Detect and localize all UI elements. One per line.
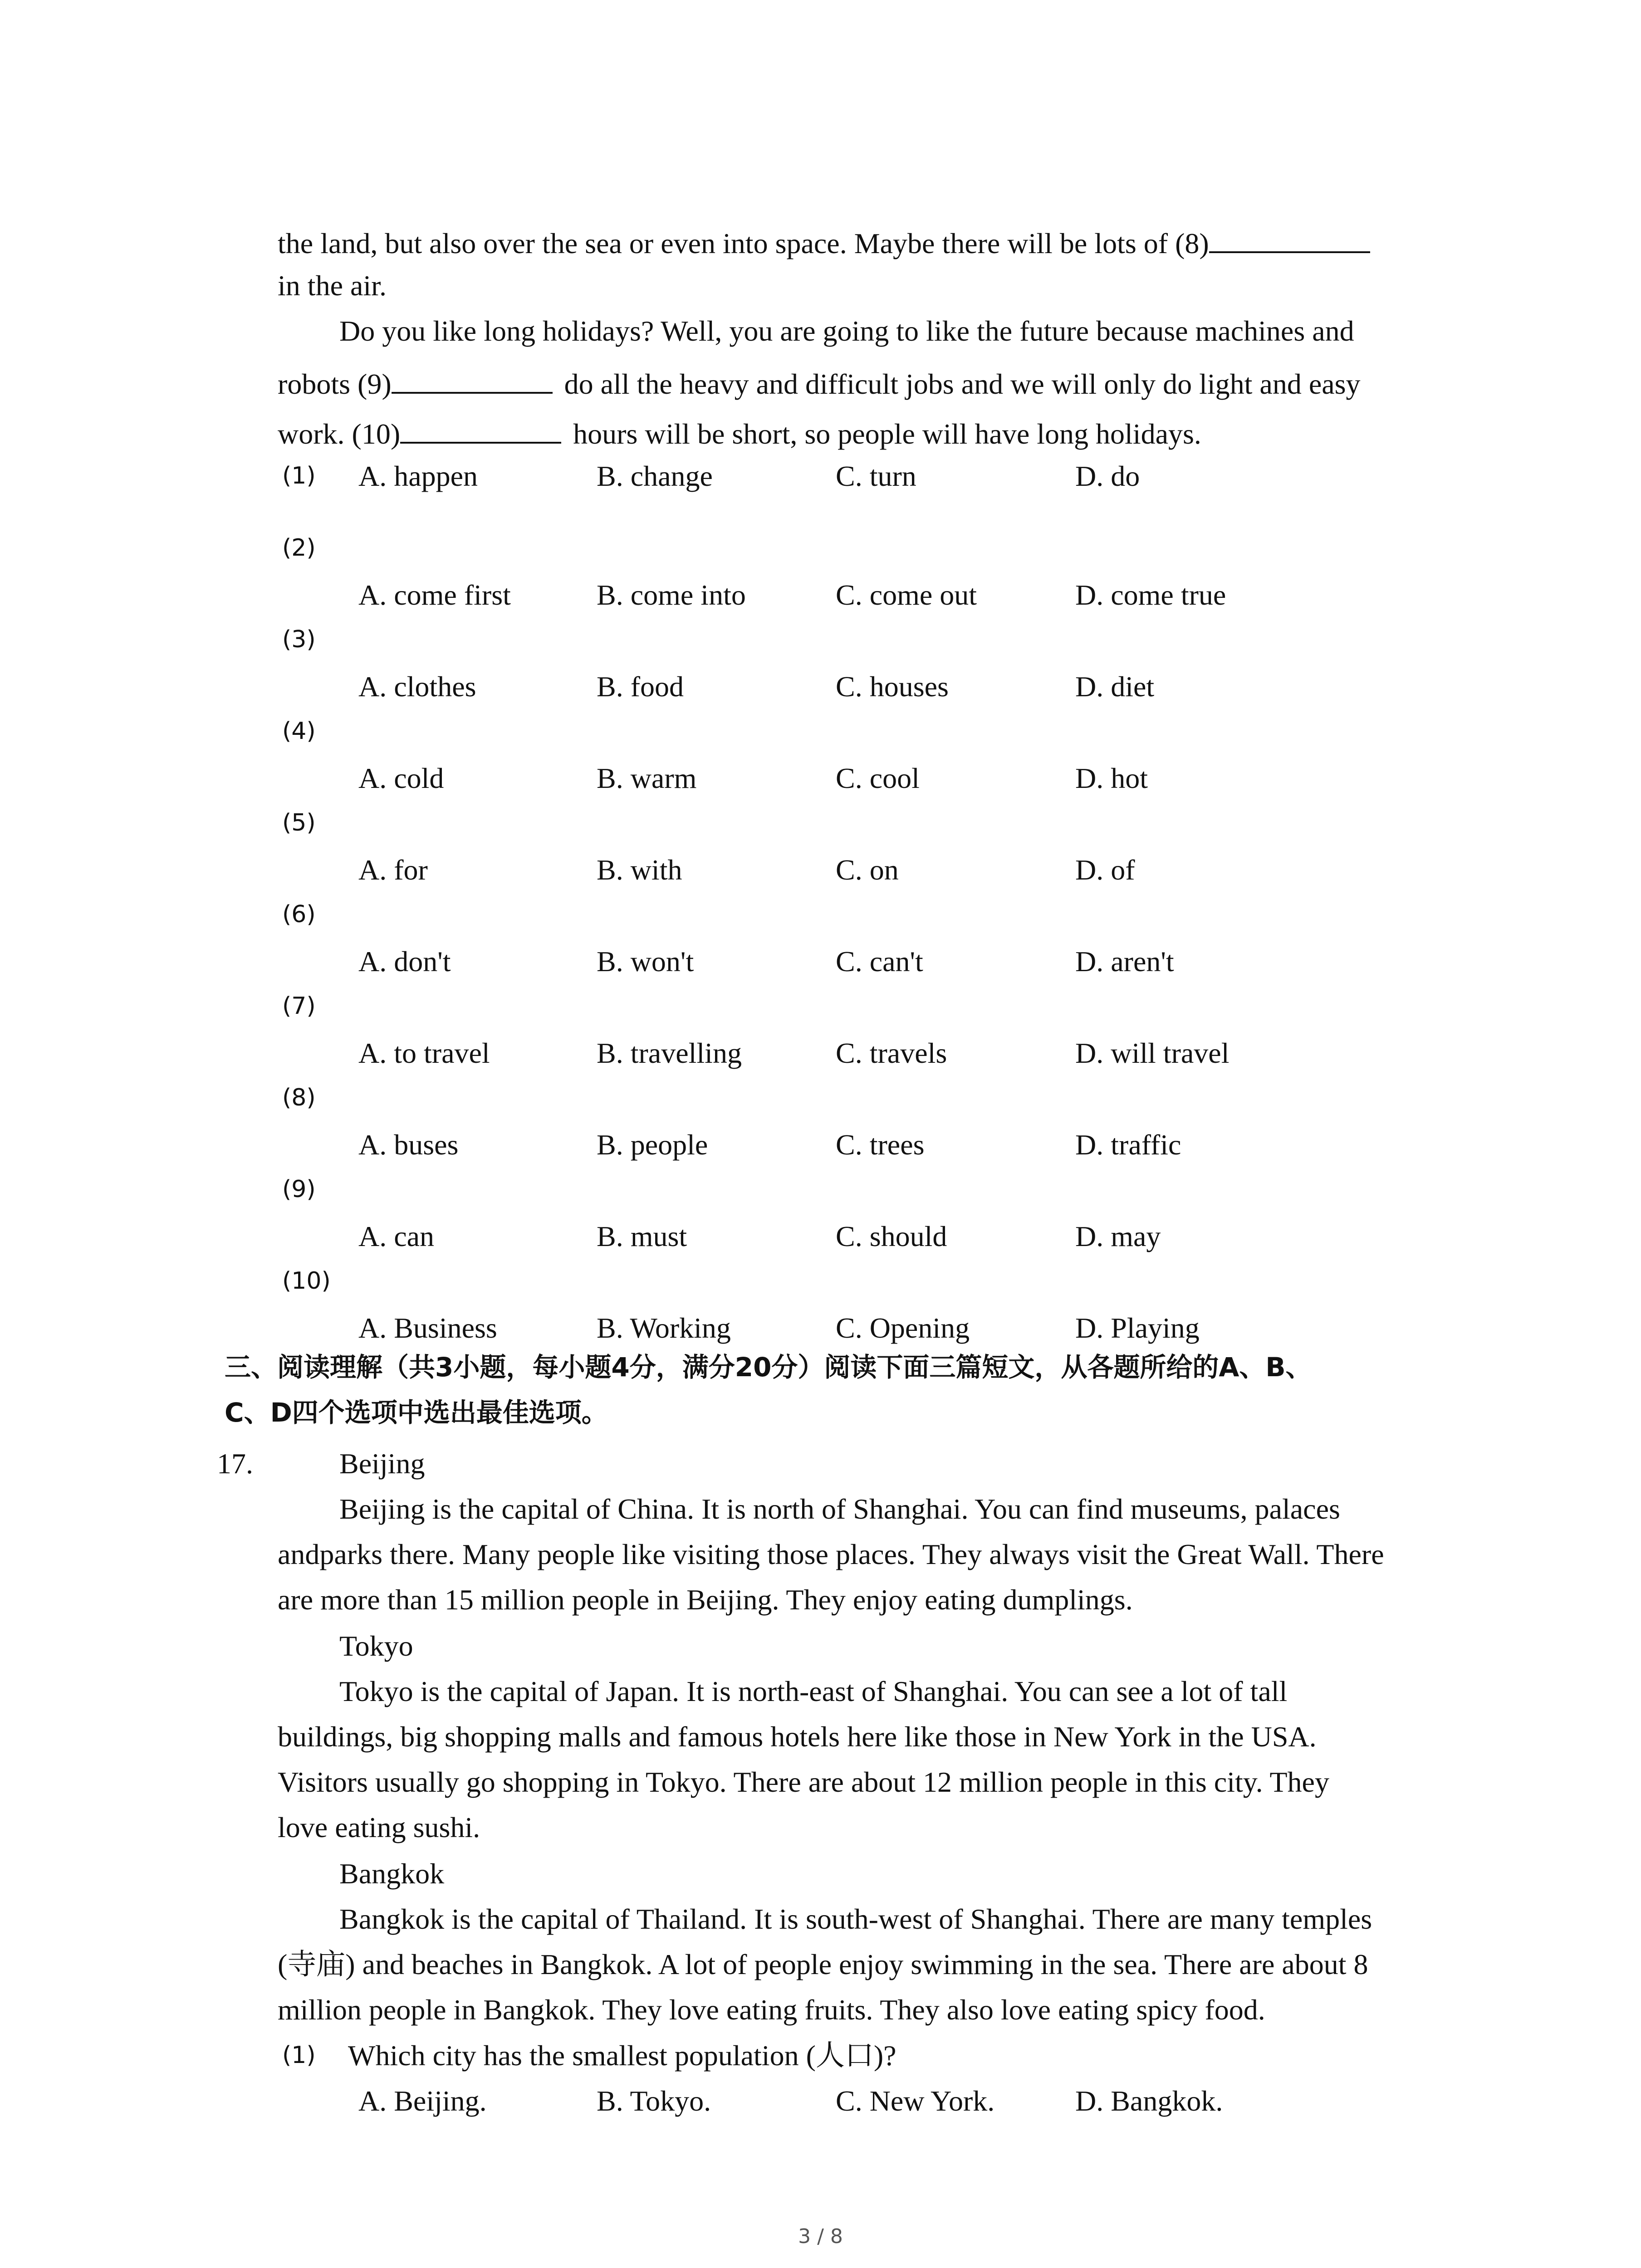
cloze-option-c: C. houses xyxy=(836,670,949,703)
cloze-option-d: D. traffic xyxy=(1075,1129,1181,1161)
reading-question-text: Which city has the smallest population (人口)? xyxy=(348,2039,896,2072)
cloze-option-c: C. Opening xyxy=(836,1312,970,1344)
passage-line-2: in the air. xyxy=(278,269,387,302)
section-heading-line-1: 三、阅读理解（共3小题，每小题4分，满分20分）阅读下面三篇短文，从各题所给的A、B、 xyxy=(225,1352,1312,1383)
reading-option-c: C. New York. xyxy=(836,2085,995,2117)
cloze-option-d: D. may xyxy=(1075,1220,1161,1252)
cloze-option-d: D. diet xyxy=(1075,670,1155,703)
cloze-option-c: C. travels xyxy=(836,1037,947,1069)
cloze-option-b: B. with xyxy=(597,854,682,886)
cloze-option-c: C. should xyxy=(836,1220,947,1252)
reading-option-a: A. Beijing. xyxy=(358,2085,487,2117)
cloze-option-b: B. food xyxy=(597,670,684,703)
cloze-option-c: C. trees xyxy=(836,1129,925,1161)
answer-blank-10 xyxy=(400,416,561,444)
cloze-option-d: D. hot xyxy=(1075,762,1148,794)
cloze-option-a: A. for xyxy=(358,854,428,886)
bangkok-title: Bangkok xyxy=(339,1857,445,1890)
cloze-option-a: A. to travel xyxy=(358,1037,490,1069)
cloze-option-c: C. can't xyxy=(836,945,923,978)
cloze-question-number: (6) xyxy=(282,901,316,928)
cloze-option-a: A. clothes xyxy=(358,670,476,703)
cloze-option-a: A. come first xyxy=(358,579,511,611)
tokyo-line-1: Tokyo is the capital of Japan. It is north-east of Shanghai. You can see a lot of tall xyxy=(339,1675,1288,1707)
cloze-question-number: (8) xyxy=(282,1084,316,1111)
bangkok-line-1: Bangkok is the capital of Thailand. It is south-west of Shanghai. There are many temples xyxy=(339,1903,1372,1935)
beijing-title: Beijing xyxy=(339,1447,425,1480)
tokyo-line-3: Visitors usually go shopping in Tokyo. There are about 12 million people in this city. They xyxy=(278,1766,1329,1798)
section-heading-line-2: C、D四个选项中选出最佳选项。 xyxy=(225,1397,608,1428)
reading-option-d: D. Bangkok. xyxy=(1075,2085,1223,2117)
reading-option-b: B. Tokyo. xyxy=(597,2085,711,2117)
cloze-question-number: (7) xyxy=(282,992,316,1020)
cloze-option-a: A. don't xyxy=(358,945,451,978)
tokyo-title: Tokyo xyxy=(339,1630,413,1662)
bangkok-line-2: (寺庙) and beaches in Bangkok. A lot of people enjoy swimming in the sea. There are about 8 xyxy=(278,1948,1368,1980)
cloze-option-a: A. happen xyxy=(358,460,478,492)
passage-paragraph-2-line-3: work. (10) hours will be short, so people will have long holidays. xyxy=(278,416,1201,449)
cloze-option-b: B. warm xyxy=(597,762,697,794)
cloze-option-b: B. won't xyxy=(597,945,694,978)
cloze-question-number: (5) xyxy=(282,809,316,836)
cloze-option-d: D. Playing xyxy=(1075,1312,1200,1344)
cloze-question-number: (10) xyxy=(282,1267,331,1295)
cloze-option-c: C. turn xyxy=(836,460,916,492)
answer-blank-8 xyxy=(1209,226,1370,253)
cloze-option-c: C. come out xyxy=(836,579,977,611)
cloze-option-d: D. aren't xyxy=(1075,945,1174,978)
cloze-question-number: (4) xyxy=(282,718,316,745)
cloze-option-c: C. on xyxy=(836,854,899,886)
cloze-option-d: D. do xyxy=(1075,460,1140,492)
cloze-option-d: D. will travel xyxy=(1075,1037,1230,1069)
reading-question-number: (1) xyxy=(282,2042,316,2069)
cloze-option-b: B. travelling xyxy=(597,1037,742,1069)
beijing-line-3: are more than 15 million people in Beijing. They enjoy eating dumplings. xyxy=(278,1584,1133,1616)
cloze-option-a: A. Business xyxy=(358,1312,497,1344)
cloze-option-b: B. change xyxy=(597,460,713,492)
cloze-question-number: (3) xyxy=(282,626,316,653)
cloze-question-number: (2) xyxy=(282,534,316,562)
cloze-option-b: B. Working xyxy=(597,1312,731,1344)
beijing-line-1: Beijing is the capital of China. It is north of Shanghai. You can find museums, palaces xyxy=(339,1493,1340,1525)
passage-paragraph-2-line-2: robots (9) do all the heavy and difficult jobs and we will only do light and easy xyxy=(278,367,1361,399)
cloze-option-b: B. come into xyxy=(597,579,746,611)
cloze-question-number: (1) xyxy=(282,462,316,489)
answer-blank-9 xyxy=(392,367,553,394)
page-number: 3 / 8 xyxy=(798,2225,843,2248)
cloze-option-c: C. cool xyxy=(836,762,920,794)
cloze-option-b: B. must xyxy=(597,1220,687,1252)
cloze-option-d: D. come true xyxy=(1075,579,1226,611)
tokyo-line-2: buildings, big shopping malls and famous hotels here like those in New York in the USA. xyxy=(278,1721,1317,1753)
beijing-line-2: andparks there. Many people like visiting those places. They always visit the Great Wall. There xyxy=(278,1538,1384,1570)
tokyo-line-4: love eating sushi. xyxy=(278,1811,480,1843)
bangkok-line-3: million people in Bangkok. They love eating fruits. They also love eating spicy food. xyxy=(278,1994,1265,2026)
cloze-option-d: D. of xyxy=(1075,854,1135,886)
cloze-option-a: A. cold xyxy=(358,762,444,794)
passage-paragraph-2-line-1: Do you like long holidays? Well, you are going to like the future because machines and xyxy=(339,315,1354,347)
cloze-option-b: B. people xyxy=(597,1129,708,1161)
question-number-17: 17. xyxy=(217,1447,253,1480)
cloze-question-number: (9) xyxy=(282,1176,316,1203)
cloze-option-a: A. buses xyxy=(358,1129,459,1161)
cloze-option-a: A. can xyxy=(358,1220,435,1252)
passage-line-1: the land, but also over the sea or even into space. Maybe there will be lots of (8) xyxy=(278,226,1375,258)
